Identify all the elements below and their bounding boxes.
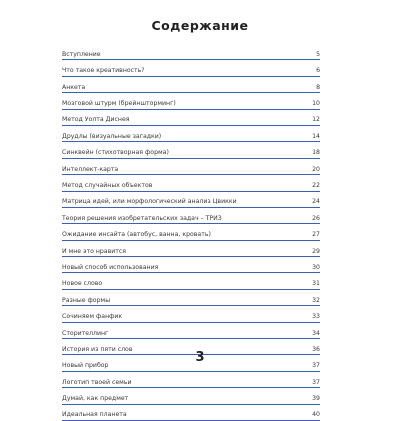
- toc-entry: [62, 126, 320, 142]
- toc-entry-page: 40: [312, 411, 320, 419]
- toc-entry-label: Новый прибор: [62, 362, 109, 370]
- toc-entry-label: Друдлы (визуальные загадки): [62, 132, 162, 140]
- toc-entry-label: Сочиняем фанфик: [62, 313, 123, 321]
- page-number: 3: [195, 350, 205, 365]
- toc-entry: [62, 192, 320, 208]
- toc-entry-label: Думай, как предмет: [62, 395, 129, 403]
- toc-entry-label: Интеллект-карта: [62, 165, 119, 173]
- toc-entry-label: Разные формы: [62, 296, 111, 304]
- toc-entry: [62, 159, 320, 175]
- toc-entry-page: 39: [312, 395, 320, 403]
- toc-entry: [62, 388, 320, 404]
- toc-entry-page: 14: [312, 132, 320, 140]
- toc-entry-label: История из пяти слов: [62, 345, 133, 353]
- toc-entry: [62, 142, 320, 158]
- toc-entry-label: Вступление: [62, 50, 101, 58]
- toc-entry: [62, 175, 320, 191]
- toc-entry-page: 37: [312, 362, 320, 370]
- toc-entry-label: Метод случайных объектов: [62, 182, 153, 190]
- toc-entry-page: 29: [312, 247, 320, 255]
- toc-entry: [62, 273, 320, 289]
- toc-entry-page: 32: [312, 296, 320, 304]
- toc-entry-page: 12: [312, 116, 320, 124]
- toc-entry-label: И мне это нравится: [62, 247, 126, 255]
- toc-entry: [62, 241, 320, 257]
- toc-entry: [62, 290, 320, 306]
- toc-entry: [62, 110, 320, 126]
- toc-entry-page: 20: [312, 165, 320, 173]
- toc-entry-label: Новый способ использования: [62, 263, 159, 271]
- toc-entry-page: 6: [316, 67, 320, 75]
- toc-entry-page: 26: [312, 214, 320, 222]
- toc-entry-page: 31: [312, 280, 320, 288]
- toc-entry-page: 10: [312, 100, 320, 108]
- toc-entry-label: Теория решения изобретательских задач – ТРИЗ: [62, 214, 222, 222]
- toc-entry-page: 30: [312, 263, 320, 271]
- toc-entry-label: Новое слово: [62, 280, 103, 288]
- toc-entry: [62, 323, 320, 339]
- toc-entry-page: 27: [312, 231, 320, 239]
- toc-entry: [62, 44, 320, 60]
- toc-entry-page: 22: [312, 182, 320, 190]
- toc-entry-label: Мозговой штурм (брейншторминг): [62, 100, 176, 108]
- toc-entry-page: 33: [312, 313, 320, 321]
- toc-entry-label: Сторителлинг: [62, 329, 109, 337]
- toc-entry-page: 37: [312, 378, 320, 386]
- toc-entry: [62, 60, 320, 76]
- toc-entry: [62, 208, 320, 224]
- toc-entry: [62, 224, 320, 240]
- toc-entry: [62, 306, 320, 322]
- toc-entry-page: 18: [312, 149, 320, 157]
- toc-entry: [62, 93, 320, 109]
- toc-entry-label: Матрица идей, или морфологический анализ Цвикки: [62, 198, 237, 206]
- toc-entry-label: Синквейн (стихотворная форма): [62, 149, 169, 157]
- toc-entry-page: 36: [312, 345, 320, 353]
- toc-entry: [62, 372, 320, 388]
- toc-entry-label: Что такое креативность?: [62, 67, 145, 75]
- toc-entry-page: 34: [312, 329, 320, 337]
- toc-entry-label: Анкета: [62, 83, 86, 91]
- toc-entry: [62, 257, 320, 273]
- toc-entry: [62, 405, 320, 421]
- toc-entry-page: 24: [312, 198, 320, 206]
- toc-entry-page: 5: [316, 50, 320, 58]
- toc-entry-label: Ожидание инсайта (автобус, ванна, кровать): [62, 231, 211, 239]
- toc-entry-label: Метод Уолта Диснея: [62, 116, 130, 124]
- toc-entry: [62, 77, 320, 93]
- page-title: Содержание: [151, 18, 249, 33]
- toc-entry-label: Логотип твоей семьи: [62, 378, 132, 386]
- toc-entry-label: Идеальная планета: [62, 411, 127, 419]
- toc-entry-page: 8: [316, 83, 320, 91]
